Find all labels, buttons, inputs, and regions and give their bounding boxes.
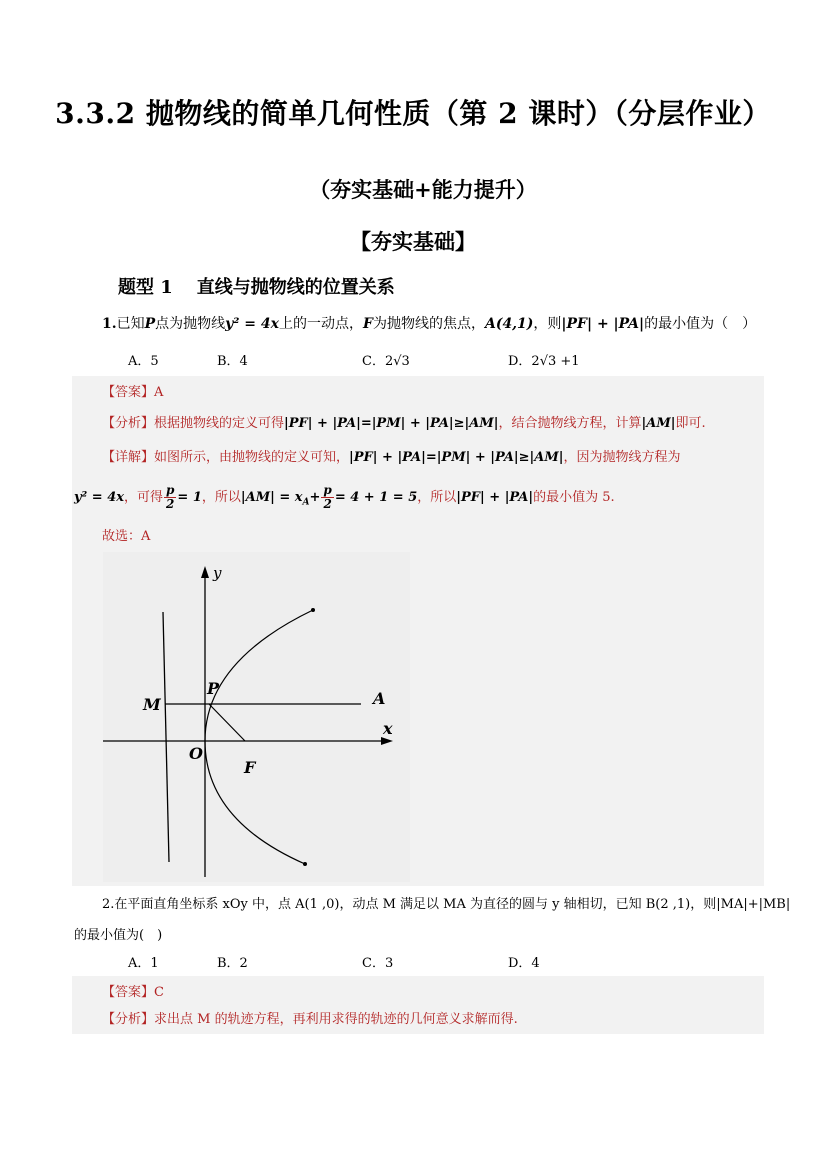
q2-analysis: [102, 1008, 518, 1027]
q1-text: 为抛物线的焦点，: [372, 316, 485, 332]
detail-text: ，所以: [417, 490, 457, 505]
detail-label: 【详解】: [102, 450, 155, 465]
option-d[interactable]: D．2√3 +1: [508, 354, 580, 369]
detail-parabola-eq: y² = 4x: [74, 490, 124, 505]
frac-num: p: [323, 483, 332, 497]
frac-den: 2: [323, 497, 332, 511]
detail-text: ，可得: [124, 490, 164, 505]
q1-detail-line-2: [74, 484, 615, 511]
question-2: 2.在平面直角坐标系 xOy 中，点 A(1 ,0)，动点 M 满足以 MA 为直径的圆与 y 轴相切，已知 B(2 ,1)，则|MA|+|MB|: [102, 897, 791, 912]
detail-text: 的最小值为 5.: [533, 490, 615, 505]
answer-label: 【答案】: [102, 385, 155, 400]
page-title: 3.3.2 抛物线的简单几何性质（第 2 课时）（分层作业）: [55, 97, 771, 130]
y-axis-arrow: [201, 566, 209, 578]
curve-end-bottom: [303, 862, 307, 866]
topic-label: 题型 1: [118, 277, 173, 298]
q1-detail-line-1: [102, 446, 681, 465]
analysis-text: 根据抛物线的定义可得: [154, 416, 285, 431]
q1-answer: [102, 381, 163, 400]
q1-parabola-eq: y² = 4x: [225, 316, 279, 332]
label-x: x: [383, 719, 393, 738]
label-o: O: [189, 744, 203, 763]
frac-den: 2: [166, 497, 175, 511]
option-c[interactable]: C．2√3: [362, 354, 410, 369]
parabola-figure-svg: [103, 552, 410, 882]
option-c[interactable]: C．3: [362, 956, 394, 971]
answer-label: 【答案】: [102, 985, 155, 1000]
analysis-text: 即可.: [675, 416, 706, 431]
x-axis-arrow: [381, 737, 393, 745]
q1-analysis: [102, 412, 706, 431]
detail-sub: A: [302, 497, 310, 508]
page-subtitle: （夯实基础+能力提升）: [309, 177, 537, 202]
option-a[interactable]: A．5: [128, 354, 159, 369]
analysis-am: |AM|: [641, 416, 676, 431]
detail-am: |AM| = x: [240, 490, 303, 505]
answer-value: A: [154, 385, 164, 400]
topic-heading: [118, 273, 395, 299]
question-2-line-2: 的最小值为( ): [74, 928, 163, 943]
analysis-label: 【分析】: [102, 416, 155, 431]
detail-text: 如图所示，由抛物线的定义可知，: [154, 450, 350, 465]
analysis-text: 求出点 M 的轨迹方程，再利用求得的轨迹的几何意义求解而得.: [154, 1012, 518, 1027]
detail-text: ，所以: [201, 490, 241, 505]
detail-text: ，因为抛物线方程为: [563, 450, 681, 465]
q1-choice: 故选：A: [102, 529, 151, 544]
q1-point-p: P: [144, 316, 156, 332]
analysis-label: 【分析】: [102, 1012, 155, 1027]
parabola-figure: [103, 552, 410, 882]
label-y: y: [213, 564, 222, 582]
topic-name: 直线与抛物线的位置关系: [196, 277, 395, 298]
q1-text: 的最小值为（ ）: [644, 316, 757, 332]
directrix-line: [163, 612, 169, 862]
detail-eq3: = 4 + 1 = 5: [334, 490, 418, 505]
q1-text: ，则: [533, 316, 562, 332]
question-number: 1.: [102, 316, 117, 332]
q1-expression: |PF| + |PA|: [561, 316, 645, 332]
analysis-text: ，结合抛物线方程，计算: [498, 416, 642, 431]
q1-point-a: A(4,1): [484, 316, 534, 332]
label-p: P: [207, 679, 220, 698]
fraction-p-over-2: [321, 484, 333, 511]
detail-expression-2: |PF| + |PA|: [456, 490, 534, 505]
analysis-expression: |PF| + |PA|=|PM| + |PA|≥|AM|: [284, 416, 499, 431]
q1-text: 点为抛物线: [155, 316, 226, 332]
q2-answer: [102, 981, 164, 1000]
parabola-curve: [205, 610, 313, 864]
detail-plus: +: [309, 490, 321, 505]
question-1: [102, 314, 756, 334]
q1-text: 上的一动点，: [279, 316, 363, 332]
option-b[interactable]: B．2: [217, 956, 248, 971]
answer-value: C: [154, 985, 164, 1000]
detail-expression: |PF| + |PA|=|PM| + |PA|≥|AM|: [349, 450, 564, 465]
curve-end-top: [311, 608, 315, 612]
label-f: F: [244, 758, 256, 777]
option-b[interactable]: B．4: [217, 354, 248, 369]
frac-num: p: [166, 483, 175, 497]
segment-pf: [209, 704, 245, 741]
label-a: A: [373, 689, 386, 708]
q1-focus-f: F: [363, 316, 373, 332]
option-d[interactable]: D．4: [508, 956, 540, 971]
q1-text: 已知: [116, 316, 145, 332]
label-m: M: [143, 695, 161, 714]
option-a[interactable]: A．1: [128, 956, 159, 971]
fraction-p-over-2: [164, 484, 176, 511]
detail-eq2: = 1: [177, 490, 202, 505]
section-heading: 【夯实基础】: [350, 229, 476, 254]
